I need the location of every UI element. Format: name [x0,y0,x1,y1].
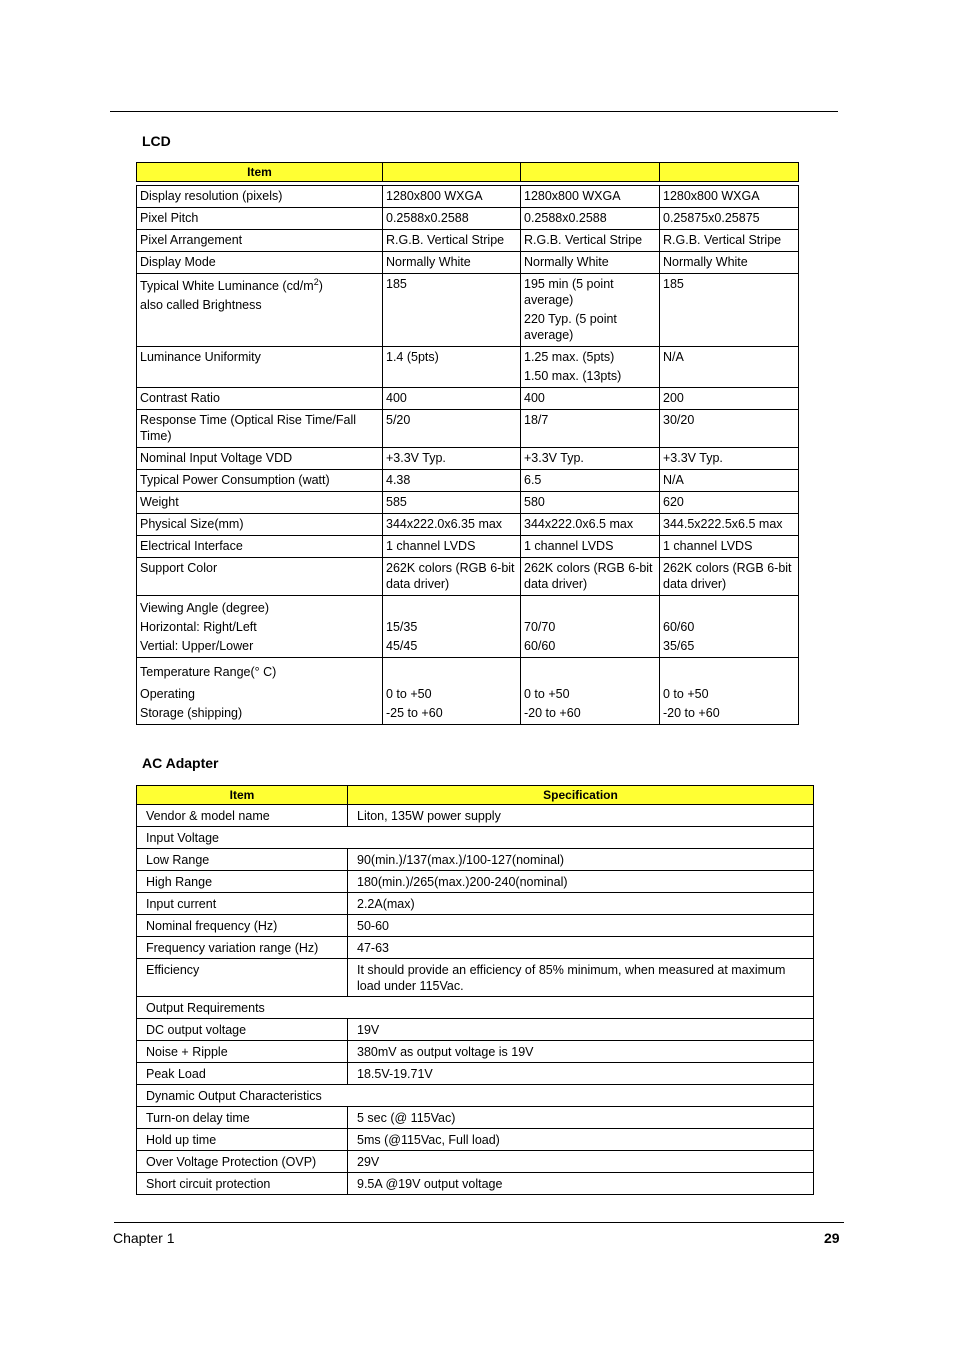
item-cell: Contrast Ratio [137,388,383,410]
item-cell [137,596,383,658]
item-cell: Electrical Interface [137,536,383,558]
value-line: 1.50 max. (13pts) [524,369,622,383]
table-row [137,849,814,871]
item-cell: Nominal Input Voltage VDD [137,448,383,470]
spec-cell: 19V [348,1019,814,1041]
chapter-label: Chapter 1 [113,1230,175,1246]
value-line: -20 to +60 [663,706,720,720]
footer-rule [114,1222,844,1223]
value-cell: 400 [521,388,660,410]
column-header-specification: Specification [348,786,814,805]
table-row [137,871,814,893]
spec-cell: 18.5V-19.71V [348,1063,814,1085]
value-line: 60/60 [663,620,695,634]
item-cell: Turn-on delay time [137,1107,348,1129]
value-cell: 1280x800 WXGA [660,186,799,208]
item-cell: Display Mode [137,252,383,274]
item-cell: Physical Size(mm) [137,514,383,536]
lcd-title: LCD [142,133,171,149]
spec-cell: 5ms (@115Vac, Full load) [348,1129,814,1151]
value-cell: 18/7 [521,410,660,448]
table-row [137,558,799,596]
value-cell [383,658,521,725]
value-line: 220 Typ. (5 point average) [524,312,617,342]
page-number: 29 [824,1230,840,1246]
value-line: 70/70 [524,620,556,634]
value-cell: 5/20 [383,410,521,448]
section-row [137,827,814,849]
table-row [137,1041,814,1063]
value-cell: +3.3V Typ. [383,448,521,470]
table-row [137,448,799,470]
table-row [137,658,799,725]
table-row [137,937,814,959]
value-cell: 185 [383,274,521,347]
value-cell: 344x222.0x6.5 max [521,514,660,536]
value-cell: 262K colors (RGB 6-bit data driver) [660,558,799,596]
luminance-label-sup: 2 [313,276,319,287]
value-cell: 0.2588x0.2588 [521,208,660,230]
value-cell [521,658,660,725]
table-row [137,1019,814,1041]
temperature-storage-label: Storage (shipping) [140,706,243,720]
value-cell: 185 [660,274,799,347]
section-row [137,997,814,1019]
table-row [137,915,814,937]
value-cell: R.G.B. Vertical Stripe [521,230,660,252]
value-line: 60/60 [524,639,556,653]
value-cell: 0.2588x0.2588 [383,208,521,230]
value-cell: Normally White [383,252,521,274]
column-header-item: Item [137,786,348,805]
value-cell [521,274,660,347]
value-cell: 400 [383,388,521,410]
luminance-label-end: ) [318,279,323,293]
column-header [660,163,799,182]
item-cell: Frequency variation range (Hz) [137,937,348,959]
spec-cell: 5 sec (@ 115Vac) [348,1107,814,1129]
value-cell: R.G.B. Vertical Stripe [383,230,521,252]
table-row [137,186,799,208]
column-header: Item [137,163,383,182]
item-cell: Noise + Ripple [137,1041,348,1063]
table-row [137,347,799,388]
lcd-spec-table [136,162,799,725]
value-cell: 1280x800 WXGA [521,186,660,208]
spec-cell: 90(min.)/137(max.)/100-127(nominal) [348,849,814,871]
value-line: 15/35 [386,620,418,634]
viewing-angle-label: Viewing Angle (degree) [140,601,270,615]
item-cell: Input current [137,893,348,915]
value-cell: 1 channel LVDS [660,536,799,558]
item-cell: High Range [137,871,348,893]
table-row [137,208,799,230]
table-row [137,1173,814,1195]
value-cell: 1280x800 WXGA [383,186,521,208]
value-cell: 0.25875x0.25875 [660,208,799,230]
table-header-row [137,163,799,182]
spec-cell: 47-63 [348,937,814,959]
item-cell: Peak Load [137,1063,348,1085]
value-cell: Normally White [521,252,660,274]
value-cell: 200 [660,388,799,410]
column-header [521,163,660,182]
item-cell: Weight [137,492,383,514]
ac-adapter-spec-table [136,785,814,1195]
value-line: 0 to +50 [524,687,570,701]
table-row [137,410,799,448]
value-line: -25 to +60 [386,706,443,720]
item-cell: Vendor & model name [137,805,348,827]
section-row [137,1085,814,1107]
item-cell: Display resolution (pixels) [137,186,383,208]
value-cell [521,347,660,388]
value-cell [383,596,521,658]
value-cell: 1.4 (5pts) [383,347,521,388]
section-label: Dynamic Output Characteristics [137,1085,814,1107]
ac-adapter-title: AC Adapter [142,755,219,771]
table-row [137,514,799,536]
item-cell: Efficiency [137,959,348,997]
column-header [383,163,521,182]
value-cell [660,596,799,658]
value-cell: 4.38 [383,470,521,492]
value-line: 0 to +50 [663,687,709,701]
value-cell: Normally White [660,252,799,274]
value-cell: 585 [383,492,521,514]
table-row [137,1129,814,1151]
item-cell: Nominal frequency (Hz) [137,915,348,937]
item-cell: Typical Power Consumption (watt) [137,470,383,492]
temperature-operating-label: Operating [140,687,195,701]
spec-cell: Liton, 135W power supply [348,805,814,827]
table-row [137,1107,814,1129]
value-cell: R.G.B. Vertical Stripe [660,230,799,252]
value-cell: 30/20 [660,410,799,448]
spec-cell: 380mV as output voltage is 19V [348,1041,814,1063]
value-cell: N/A [660,347,799,388]
item-cell: DC output voltage [137,1019,348,1041]
viewing-angle-vertical-label: Vertial: Upper/Lower [140,639,254,653]
value-cell: 344x222.0x6.35 max [383,514,521,536]
item-cell: Support Color [137,558,383,596]
value-cell: 1 channel LVDS [383,536,521,558]
value-cell: 262K colors (RGB 6-bit data driver) [521,558,660,596]
item-cell: Response Time (Optical Rise Time/Fall Time) [137,410,383,448]
spec-cell: 2.2A(max) [348,893,814,915]
viewing-angle-horizontal-label: Horizontal: Right/Left [140,620,257,634]
value-cell: +3.3V Typ. [521,448,660,470]
table-row [137,252,799,274]
value-cell: +3.3V Typ. [660,448,799,470]
table-row [137,893,814,915]
table-row [137,805,814,827]
item-cell: Pixel Arrangement [137,230,383,252]
table-row [137,596,799,658]
value-line: 45/45 [386,639,418,653]
table-row [137,230,799,252]
item-cell: Hold up time [137,1129,348,1151]
spec-cell: It should provide an efficiency of 85% minimum, when measured at maximum load under 115Vac. [348,959,814,997]
table-row [137,470,799,492]
value-line: 1.25 max. (5pts) [524,350,615,364]
item-cell: Short circuit protection [137,1173,348,1195]
value-cell [660,658,799,725]
value-cell: 344.5x222.5x6.5 max [660,514,799,536]
value-cell: 620 [660,492,799,514]
header-rule [110,111,838,112]
section-label: Output Requirements [137,997,814,1019]
value-cell [521,596,660,658]
section-label: Input Voltage [137,827,814,849]
spec-cell: 50-60 [348,915,814,937]
value-cell: N/A [660,470,799,492]
table-row [137,1151,814,1173]
value-cell: 580 [521,492,660,514]
value-cell: 1 channel LVDS [521,536,660,558]
spec-cell: 9.5A @19V output voltage [348,1173,814,1195]
luminance-label-line2: also called Brightness [140,298,262,312]
value-cell: 262K colors (RGB 6-bit data driver) [383,558,521,596]
item-cell [137,658,383,725]
table-row [137,274,799,347]
temperature-range-label: Temperature Range(° C) [140,665,277,679]
spec-cell: 29V [348,1151,814,1173]
table-header-row [137,786,814,805]
table-row [137,388,799,410]
item-cell: Pixel Pitch [137,208,383,230]
item-cell [137,274,383,347]
value-line: 0 to +50 [386,687,432,701]
item-cell: Over Voltage Protection (OVP) [137,1151,348,1173]
value-line: 35/65 [663,639,695,653]
table-row [137,959,814,997]
value-line: 195 min (5 point average) [524,277,614,307]
table-row [137,536,799,558]
value-cell: 6.5 [521,470,660,492]
luminance-label: Typical White Luminance (cd/m [140,279,314,293]
item-cell: Luminance Uniformity [137,347,383,388]
table-row [137,492,799,514]
value-line: -20 to +60 [524,706,581,720]
item-cell: Low Range [137,849,348,871]
table-row [137,1063,814,1085]
spec-cell: 180(min.)/265(max.)200-240(nominal) [348,871,814,893]
